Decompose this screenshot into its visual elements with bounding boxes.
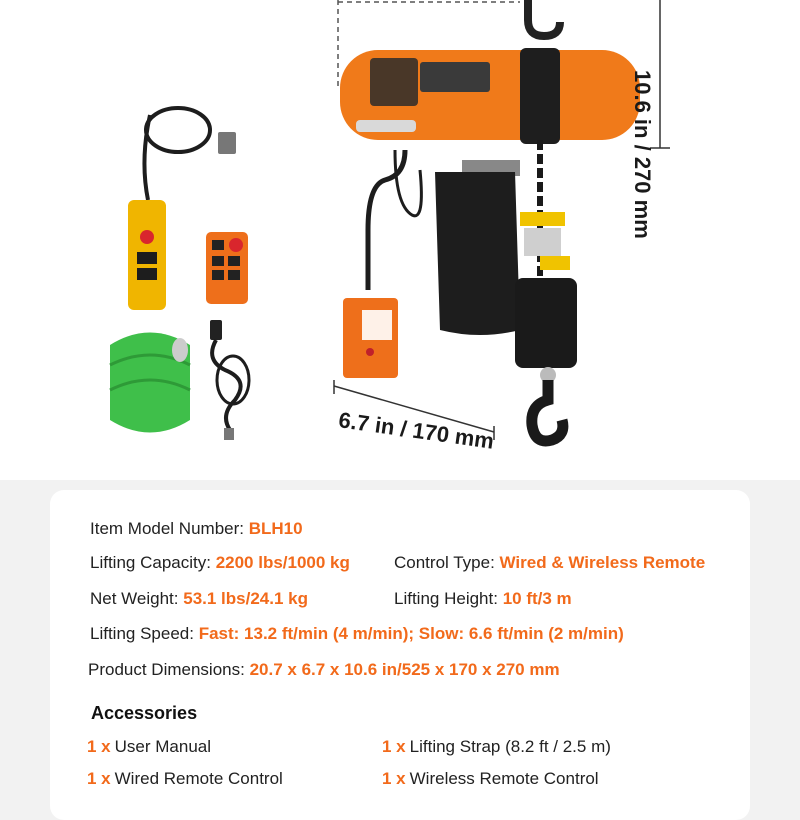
spec-model: Item Model Number: BLH10 [90,519,303,538]
top-hook-icon [528,0,560,36]
bottom-hook-icon [532,380,563,441]
spec-card [50,490,750,820]
hook-block [515,278,577,368]
spec-lifting-speed: Lifting Speed: Fast: 13.2 ft/min (4 m/min); Slow: 6.6 ft/min (2 m/min) [90,624,624,643]
accessory-item: 1 x Lifting Strap (8.2 ft / 2.5 m) [382,737,611,756]
chain-bag [435,172,520,335]
accessory-item: 1 x User Manual [87,737,212,756]
accessory-item: 1 x Wireless Remote Control [382,769,599,788]
spec-net-weight: Net Weight: 53.1 lbs/24.1 kg [90,589,308,608]
accessory-item: 1 x Wired Remote Control [87,769,283,788]
limit-spring [520,212,565,226]
power-cord [210,320,249,440]
accessories-title: Accessories [91,703,198,723]
lifting-strap [110,333,190,433]
spec-lifting-height: Lifting Height: 10 ft/3 m [394,589,572,608]
wireless-remote [206,232,248,304]
height-dimension-label: 10.6 in / 270 mm [630,70,655,239]
spec-capacity: Lifting Capacity: 2200 lbs/1000 kg [90,553,350,572]
spec-control-type: Control Type: Wired & Wireless Remote [394,553,706,572]
width-dimension-label: 6.7 in / 170 mm [337,407,496,454]
spec-product-dimensions: Product Dimensions: 20.7 x 6.7 x 10.6 in/525 x 170 x 270 mm [88,660,560,679]
